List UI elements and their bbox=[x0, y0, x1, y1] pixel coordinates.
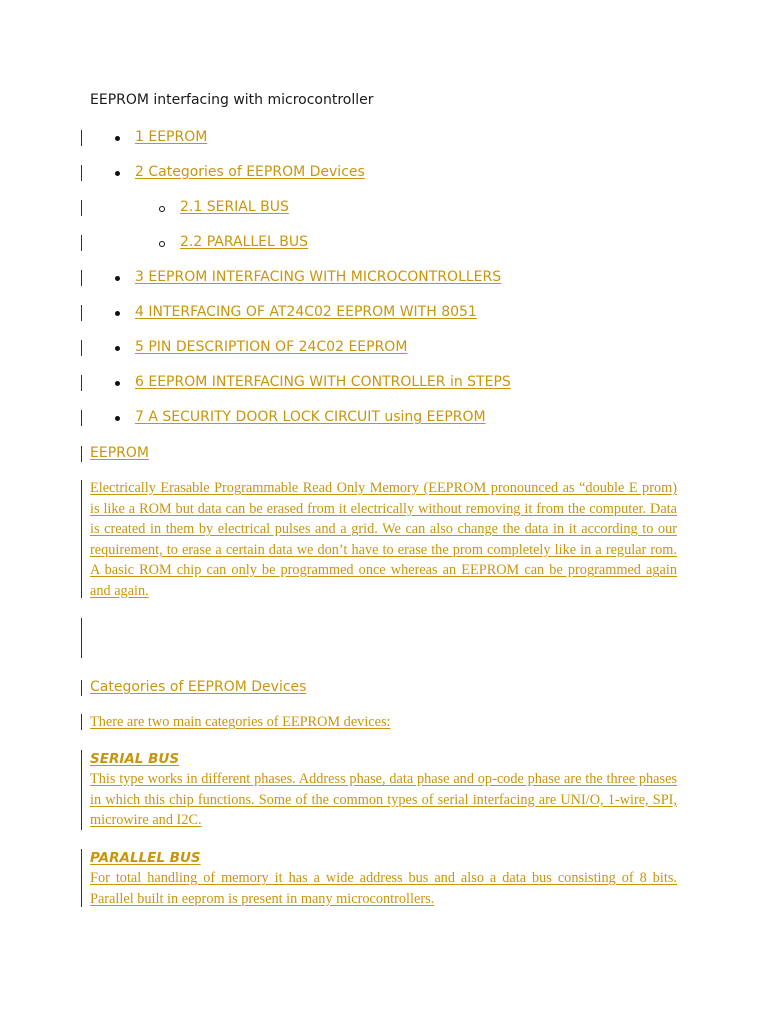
toc-link-serial-bus[interactable]: 2.1 SERIAL BUS bbox=[180, 199, 289, 215]
document-title: EEPROM interfacing with microcontroller bbox=[90, 92, 374, 108]
serial-bus-paragraph: This type works in different phases. Address phase, data phase and op-code phase are the three phases in which this chip functions. Some of the common types of serial interfacing are UNI/O, 1-wire, SPI, microwire and I2C. bbox=[90, 771, 677, 828]
toc-link-categories[interactable]: 2 Categories of EEPROM Devices bbox=[135, 164, 365, 180]
eeprom-paragraph: Electrically Erasable Programmable Read Only Memory (EEPROM pronounced as “double E prom) is like a ROM but data can be erased from it electrically without removing it from the computer. Data is created in them by electrical pulses and a grid. We can also change the data in it according to our requirement, to erase a certain data we don’t have to erase the prom completely like in a regular rom. A basic ROM chip can only be programmed once whereas an EEPROM can be programmed again and again. bbox=[90, 480, 677, 599]
change-bar bbox=[81, 618, 82, 658]
change-bar bbox=[81, 235, 82, 251]
change-bar bbox=[81, 750, 82, 830]
toc-link-at24c02[interactable]: 4 INTERFACING OF AT24C02 EEPROM WITH 8051 bbox=[135, 304, 477, 320]
toc-link-pin-description[interactable]: 5 PIN DESCRIPTION OF 24C02 EEPROM bbox=[135, 339, 408, 355]
change-bar bbox=[81, 340, 82, 356]
change-bar bbox=[81, 270, 82, 286]
bullet-icon bbox=[115, 311, 120, 316]
change-bar bbox=[81, 680, 82, 696]
change-bar bbox=[81, 480, 82, 598]
change-bar bbox=[81, 130, 82, 146]
toc-link-interfacing[interactable]: 3 EEPROM INTERFACING WITH MICROCONTROLLERS bbox=[135, 269, 502, 285]
change-bar bbox=[81, 446, 82, 462]
toc-link-security-door[interactable]: 7 A SECURITY DOOR LOCK CIRCUIT using EEPROM bbox=[135, 409, 486, 425]
section-heading-categories: Categories of EEPROM Devices bbox=[90, 679, 307, 695]
change-bar bbox=[81, 165, 82, 181]
change-bar bbox=[81, 200, 82, 216]
change-bar bbox=[81, 375, 82, 391]
serial-bus-heading: SERIAL BUS bbox=[90, 751, 180, 767]
bullet-icon bbox=[115, 346, 120, 351]
circle-bullet-icon bbox=[159, 206, 165, 212]
toc-link-steps[interactable]: 6 EEPROM INTERFACING WITH CONTROLLER in STEPS bbox=[135, 374, 511, 390]
change-bar bbox=[81, 849, 82, 907]
bullet-icon bbox=[115, 136, 120, 141]
change-bar bbox=[81, 410, 82, 426]
parallel-bus-paragraph: For total handling of memory it has a wide address bus and also a data bus consisting of 8 bits. Parallel built in eeprom is present in many microcontrollers. bbox=[90, 870, 677, 907]
bullet-icon bbox=[115, 381, 120, 386]
parallel-bus-heading: PARALLEL BUS bbox=[90, 850, 201, 866]
change-bar bbox=[81, 714, 82, 730]
circle-bullet-icon bbox=[159, 241, 165, 247]
change-bar bbox=[81, 305, 82, 321]
categories-intro: There are two main categories of EEPROM devices: bbox=[90, 714, 391, 730]
bullet-icon bbox=[115, 276, 120, 281]
bullet-icon bbox=[115, 416, 120, 421]
section-heading-eeprom: EEPROM bbox=[90, 445, 149, 461]
bullet-icon bbox=[115, 171, 120, 176]
toc-link-parallel-bus[interactable]: 2.2 PARALLEL BUS bbox=[180, 234, 309, 250]
toc-link-eeprom[interactable]: 1 EEPROM bbox=[135, 129, 208, 145]
